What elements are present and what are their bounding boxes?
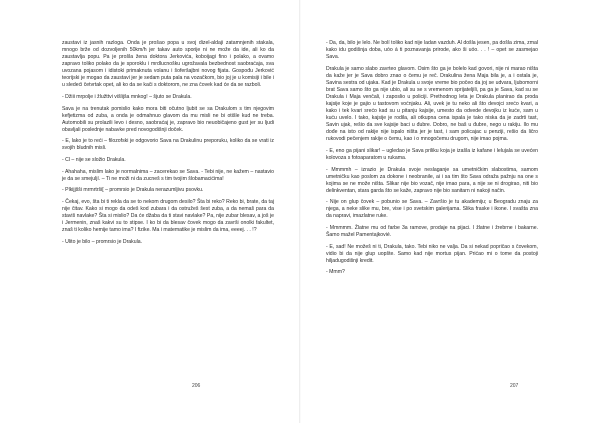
paragraph: Sava je na trenutak pomislio kako mora biti očutno ljubit se sa Drakulom s tim njegovim kefjetizma od zuba, a onda je odmahnuo glavom da mu misli ne bi otišle kud ne treba. Automobili su prolazili levo i desno, saobraćaj je, zapravo bio neuobičajeno gust jer su ljudi obavljali poslednje nabavke pred novogodišnji doček.: [62, 105, 274, 133]
paragraph: - Ulito je bilo – promrsio je Drakula.: [62, 238, 142, 245]
paragraph: - Nije on glup čovek – pobunio se Sava. – Završio je tu akademiju; u Beogradu znaju za njega, a neke slike mu, bre, vise i po svetskim galerijama. Slika fraske i ikone. I svašta zna da napravi, imazlatne ruke.: [326, 199, 538, 220]
paragraph: - E, eno ga pijani slikar! – ugledao je Sava priliku koja je izašla iz kafane i lelujala se uvećen kolovoza s fotoaparatom u rukama.: [326, 147, 538, 161]
paragraph: Drakula je samo slabo zavrteo glavom. Osim što ga je bolelo kad govori, nije ni marao ništa da kaže jer je Sava dobro znao o čemu je reč. Drakulina žena Maja bila je, a i ostala je, Savina sestra od ujaka. Kad je Drakula u svoje vreme bio počeo da joj se udvara, ljubomorni brat Sava samo što ga nije ubio, ali su se s vremenom sprijateljili, pa ga je Sava, kad su se Drakula i Maja venčali, i zaposlio u policiji. Prethodnog leta je Drakula planirao da proda kajsije koje je gajio u tastovom voćnjaku. Ali, uvek je tu neko ali što devojci srećo kvari, a kako i tek kvari srećo kad su u pitanju kajsije, umesto da odvede devojku iz kuće, sam u kuću uvelo. I tako, kajsije je rodila, ali otkupna cena ispala je tako niska da je zadrti tast, Savin ujak, rešio da sve kajsije baci u đubre. Dobro, ne baš u đubre, nego u rakiju. Ilo mu dođe na isto od rakije nije ispalo ništa jer je tast, i sam policajac u penziji, rešio da ličro rukovodi pečenjem rakije o čemu, kao i o mnogočemu drugom, nije imao pojma.: [326, 65, 538, 143]
page-number: 206: [192, 383, 201, 389]
left-page-text: [62, 40, 274, 246]
paragraph: - Mmmmm. Žlatne mu od farbe 3a ramove, prodaje na pijaci. I žlatne i žrebrne i bakarne. Šamo mažel Pamentajkovié.: [326, 225, 538, 239]
paragraph: - Čekaj, evo, šta bi ti rekla da se to nekom drugom desilo? Šta bi reko? Reko bi, brate, da taj nije čitav. Kako si mogo da odeš kod zubara i da ostružeš šest zuba, a da nemaš para da staviš navlake? Šta si mislio? Da će džaba da ti stavi navlake? Pa, nije zubar blesav, a još je i Jermenin, znaš kakvi su to stipse. I ko bi da blesav čovek mogo da završi onolki fakultet, znaš ti koliko hemije tamo ima? I fizike. Ma i matematike je mislim da ima, eeeej. . . !?: [62, 199, 274, 234]
right-page: [300, 0, 600, 423]
page-number: 207: [510, 383, 519, 389]
paragraph: zaustavi iz jasnih razloga. Onda je prošao popa u svoj dizel-aldaji zatamnjenih stakala, mnogo brže od dozvoljenih 50km/h jer takav auto sporije ni ne može da ide, ali ko da zaustavlja popu. Pa je prošla žena doktora Jerkovića, koboijagi fino i polako, a ovamo zapravo toliko polako da je sporoklu i mrdlucnošku ugrožavala bezbednost saobraćaja, sva uvozana pojasom i idistoki primaknuta volanu i šoferšajbni novog fijata. Gospođu Jerković teorijski je mogao da zaustavi jer je sedam puta pala na vozačkom, bio joj je u komisiji i bile i u sledeći četvrtak opet, ali ko da se kači s doktorom, ne zna čovek kad će da se razboli.: [62, 40, 274, 89]
paragraph: - E, lako je to reći – filozofski je odgovorio Sava na Drakulinu preporuku, koliko da se vrati iz svojih bludnih misli.: [62, 138, 274, 152]
paragraph: - Ahahaha, mislim lako je normalnima – zacerekao se Sava. - Tebi nije, ne kažem – nastavio je da se smejuljí. – Ti ne moži ni da zucneš s tim tvojim šlobamacićima!: [62, 168, 274, 182]
paragraph: - Cl – nije se složio Drakula.: [62, 157, 126, 164]
paragraph: - Džiii mrpolje i žlužttvi višlijša mnkog! – šjuto se Drakula.: [62, 93, 192, 100]
paragraph: - Da, da, bilo je lelo. Ne bolí toliko kad nije ladan vazduh. Al došla jesen, pa došla zima, zmal kako idu godišnja doba, uóo á ti poznavanja prirode, ako ši uóo. . . ! – opet se zasmejao Sava.: [326, 40, 538, 61]
right-page-text: [326, 40, 538, 277]
paragraph: - Mmm?: [326, 269, 345, 276]
paragraph: - E, sad! Ne možeš ni ti, Drakula, tako. Tebi niko ne valja. Da si nekad popričao s čovekom, vidio bi da nije glup uopšte. Samo kad nije mortus pijan. Prićao mi o tome da postoji hiljadugodišnji kredit.: [326, 243, 538, 264]
paragraph: - Mmmmh – izrazio je Drakula svoje neslaganje sa umetničkim slabostima, samom umetničku kao poslom za dokone i neobranile, ai i sa tim što Sava odraža pažnju na one s kojima se ne može ništa. Slikar nije bio vozač, nije imao para, a nije se ni drogirao, niti bio delinkventan, stara garda što se kaže, zapravo nije bio sanitarn ni nakoji način.: [326, 166, 538, 194]
paragraph: - Plkijjšši mrmrtrši[ – promrsio je Drakula nerazumljivu psovku.: [62, 187, 204, 194]
